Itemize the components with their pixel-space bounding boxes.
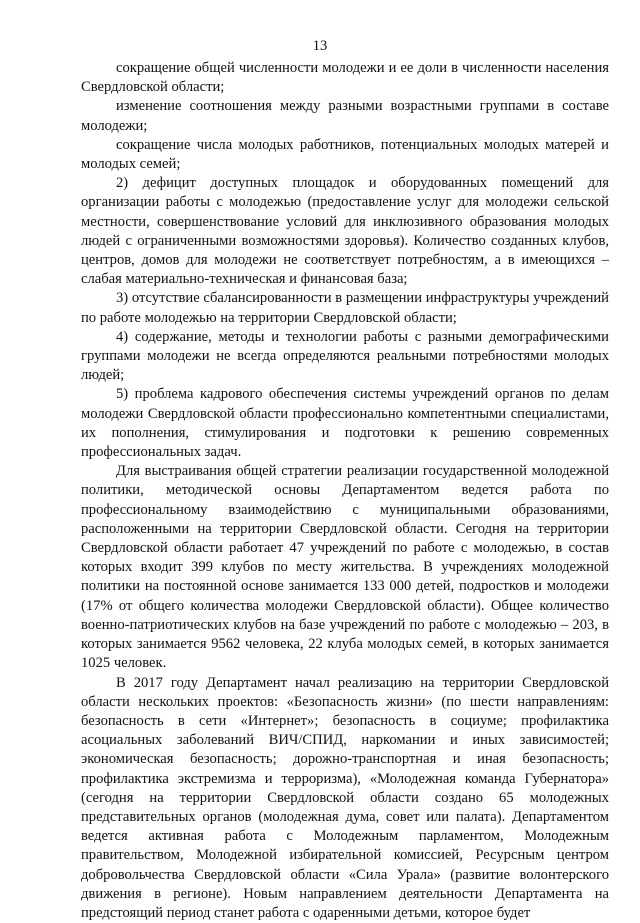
paragraph-age-ratio: изменение соотношения между разными возрастными группами в составе молодежи; bbox=[81, 97, 609, 135]
paragraph-young-workers: сокращение числа молодых работников, потенциальных молодых матерей и молодых семей; bbox=[81, 136, 609, 174]
body-text bbox=[81, 59, 609, 923]
page-number: 13 bbox=[0, 38, 640, 54]
paragraph-methods: 4) содержание, методы и технологии работы с разными демографическими группами молодежи не всегда определяются реальными потребностями молодых людей; bbox=[81, 328, 609, 386]
paragraph-staffing: 5) проблема кадрового обеспечения системы учреждений органов по делам молодежи Свердловской области профессионально компетентными специалистами, их пополнения, стимулирования и подготовки к решению современных профессиональных задач. bbox=[81, 385, 609, 462]
paragraph-strategy: Для выстраивания общей стратегии реализации государственной молодежной политики, методической основы Департаментом ведется работа по профессиональному взаимодействию с муниципальными образованиями, расположенными на территории Свердловской области. Сегодня на территории Свердловской области работает 47 учреждений по работе с молодежью, в состав которых входит 399 клубов по месту жительства. В учреждениях молодежной политики на постоянной основе занимается 133 000 детей, подростков и молодежи (17% от общего количества молодежи Свердловской области). Общее количество военно-патриотических клубов на базе учреждений по работе с молодежью – 203, в которых занимается 9562 человека, 22 клуба молодых семей, в которых занимается 1025 человек. bbox=[81, 462, 609, 673]
paragraph-infrastructure: 3) отсутствие сбалансированности в размещении инфраструктуры учреждений по работе молодежью на территории Свердловской области; bbox=[81, 289, 609, 327]
paragraph-venues-deficit: 2) дефицит доступных площадок и оборудованных помещений для организации работы с молодежью (предоставление услуг для молодежи сельской местности, совершенствование условий для инклюзивного образования молодых людей с ограниченными возможностями здоровья). Количество созданных клубов, центров, домов для молодежи не соответствует потребностям, а в имеющихся – слабая материально-техническая и финансовая база; bbox=[81, 174, 609, 289]
paragraph-projects-2017: В 2017 году Департамент начал реализацию на территории Свердловской области нескольких проектов: «Безопасность жизни» (по шести направлениям: безопасность в сети «Интернет»; безопасность в социуме; профилактика асоциальных заболеваний ВИЧ/СПИД, наркомании и иных зависимостей; экономическая безопасность; дорожно-транспортная и иная безопасность; профилактика экстремизма и терроризма), «Молодежная команда Губернатора» (сегодня на территории Свердловской области создано 65 молодежных представительных органов (молодежная дума, совет или палата). Департаментом ведется активная работа с Молодежным парламентом, Молодежным правительством, Молодежной избирательной комиссией, Ресурсным центром добровольчества Свердловской области «Сила Урала» (развитие волонтерского движения в регионе). Новым направлением деятельности Департамента на предстоящий период станет работа с одаренными детьми, которое будет bbox=[81, 674, 609, 923]
paragraph-youth-decline: сокращение общей численности молодежи и ее доли в численности населения Свердловской области; bbox=[81, 59, 609, 97]
